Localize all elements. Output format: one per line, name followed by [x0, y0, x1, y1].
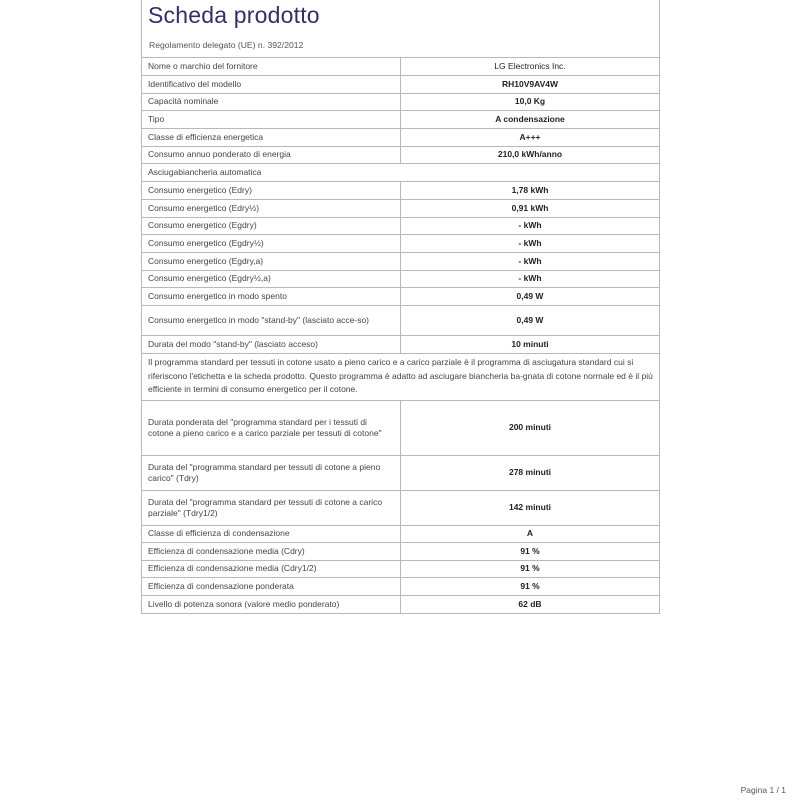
sheet-header [142, 0, 659, 58]
row-label: Durata del "programma standard per tessuti di cotone a carico parziale" (Tdry1/2) [142, 490, 401, 525]
row-value: 200 minuti [401, 400, 660, 455]
row-value: LG Electronics Inc. [401, 58, 660, 75]
table-row [142, 287, 659, 305]
row-label: Nome o marchio del fornitore [142, 58, 401, 75]
row-label: Consumo energetico (Edry) [142, 181, 401, 199]
row-label: Consumo energetico (Edry½) [142, 199, 401, 217]
row-label: Capacità nominale [142, 93, 401, 110]
row-label: Livello di potenza sonora (valore medio ponderato) [142, 595, 401, 613]
row-value: 278 minuti [401, 455, 660, 490]
spec-table-body [142, 58, 659, 613]
row-value: 91 % [401, 560, 660, 577]
table-row [142, 75, 659, 93]
row-label: Consumo energetico in modo "stand-by" (lasciato acce-so) [142, 305, 401, 335]
table-row [142, 305, 659, 335]
spec-table [142, 58, 659, 614]
regulation-subtitle: Regolamento delegato (UE) n. 392/2012 [149, 40, 304, 50]
row-label: Classe di efficienza di condensazione [142, 525, 401, 542]
row-label: Identificativo del modello [142, 75, 401, 93]
page-number: Pagina 1 / 1 [740, 785, 786, 795]
row-label: Consumo energetico (Egdry) [142, 217, 401, 234]
row-value: - kWh [401, 252, 660, 270]
table-row [142, 146, 659, 163]
row-label: Tipo [142, 110, 401, 128]
row-label: Efficienza di condensazione media (Cdry) [142, 542, 401, 560]
table-row [142, 455, 659, 490]
row-label: Durata del modo "stand-by" (lasciato acceso) [142, 335, 401, 353]
row-value: RH10V9AV4W [401, 75, 660, 93]
row-value: A+++ [401, 128, 660, 146]
table-row [142, 270, 659, 287]
row-label: Consumo annuo ponderato di energia [142, 146, 401, 163]
row-value: 142 minuti [401, 490, 660, 525]
row-label: Classe di efficienza energetica [142, 128, 401, 146]
table-row [142, 595, 659, 613]
row-label: Efficienza di condensazione media (Cdry1/2) [142, 560, 401, 577]
row-value: 10 minuti [401, 335, 660, 353]
table-row [142, 490, 659, 525]
table-row [142, 577, 659, 595]
table-row [142, 234, 659, 252]
row-value: 91 % [401, 542, 660, 560]
row-label: Durata ponderata del "programma standard per i tessuti di cotone a pieno carico e a carico parziale per tessuti di cotone" [142, 400, 401, 455]
row-label: Efficienza di condensazione ponderata [142, 577, 401, 595]
table-row [142, 93, 659, 110]
table-row [142, 128, 659, 146]
row-value: 0,91 kWh [401, 199, 660, 217]
row-value: 91 % [401, 577, 660, 595]
table-row [142, 199, 659, 217]
table-row [142, 217, 659, 234]
page-title: Scheda prodotto [148, 2, 320, 28]
table-row [142, 181, 659, 199]
section-title: Asciugabiancheria automatica [142, 163, 659, 181]
row-value: 10,0 Kg [401, 93, 660, 110]
section-row [142, 163, 659, 181]
table-row [142, 560, 659, 577]
product-sheet [141, 0, 660, 614]
table-row [142, 335, 659, 353]
row-value: 0,49 W [401, 287, 660, 305]
table-row [142, 400, 659, 455]
program-description: Il programma standard per tessuti in cotone usato a pieno carico e a carico parziale è il programma di asciugatura standard cui si riferiscono l'etichetta e la scheda prodotto. Questo programma è adatto ad asciugare biancheria ba-gnata di cotone normale ed è il più efficiente in termini di consumo energetico per il cotone. [142, 353, 659, 400]
table-row [142, 252, 659, 270]
description-row [142, 353, 659, 400]
row-value: - kWh [401, 217, 660, 234]
row-label: Consumo energetico in modo spento [142, 287, 401, 305]
row-value: - kWh [401, 270, 660, 287]
table-row [142, 525, 659, 542]
row-label: Consumo energetico (Egdry½) [142, 234, 401, 252]
table-row [142, 58, 659, 75]
row-value: 210,0 kWh/anno [401, 146, 660, 163]
row-value: 62 dB [401, 595, 660, 613]
row-value: A [401, 525, 660, 542]
row-value: 1,78 kWh [401, 181, 660, 199]
table-row [142, 542, 659, 560]
row-value: 0,49 W [401, 305, 660, 335]
table-row [142, 110, 659, 128]
row-value: - kWh [401, 234, 660, 252]
row-label: Durata del "programma standard per tessuti di cotone a pieno carico" (Tdry) [142, 455, 401, 490]
row-label: Consumo energetico (Egdry,a) [142, 252, 401, 270]
row-label: Consumo energetico (Egdry½,a) [142, 270, 401, 287]
row-value: A condensazione [401, 110, 660, 128]
